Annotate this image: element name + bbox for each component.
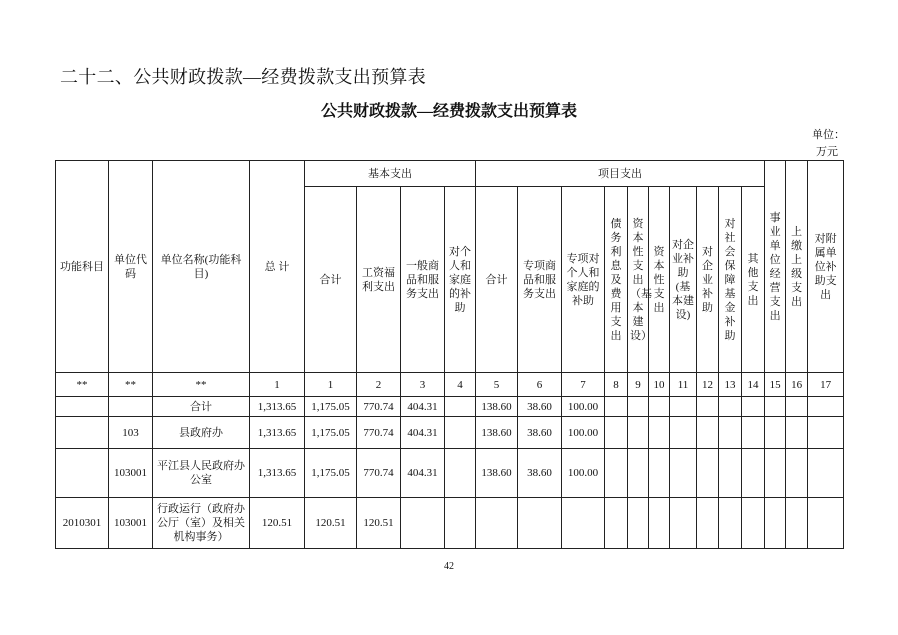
func-subject-cell	[56, 417, 109, 449]
amount-cell	[649, 449, 670, 498]
index-cell: 16	[786, 373, 808, 397]
index-cell: 15	[765, 373, 786, 397]
unit-code-cell	[109, 397, 153, 417]
amount-cell	[697, 449, 719, 498]
unit-name-cell: 合计	[153, 397, 250, 417]
unit-value: 万元	[816, 146, 838, 158]
page-number: 42	[444, 561, 454, 572]
amount-cell	[719, 498, 742, 549]
amount-cell	[742, 397, 765, 417]
amount-cell	[649, 417, 670, 449]
amount-cell	[742, 449, 765, 498]
index-cell: 14	[742, 373, 765, 397]
unit-code-cell: 103001	[109, 449, 153, 498]
header-project-enterprise-construction: 对企业补助(基本建设)	[670, 187, 697, 373]
amount-cell	[697, 498, 719, 549]
amount-cell	[445, 449, 476, 498]
amount-cell: 404.31	[401, 397, 445, 417]
amount-cell	[786, 498, 808, 549]
amount-cell	[605, 397, 628, 417]
index-cell: 10	[649, 373, 670, 397]
amount-cell: 1,175.05	[305, 397, 357, 417]
amount-cell	[518, 498, 562, 549]
amount-cell: 120.51	[305, 498, 357, 549]
header-project-enterprise: 对企业补助	[697, 187, 719, 373]
index-cell: 13	[719, 373, 742, 397]
amount-cell: 1,313.65	[250, 449, 305, 498]
header-total: 总 计	[250, 161, 305, 373]
index-cell: 17	[808, 373, 844, 397]
amount-cell	[697, 417, 719, 449]
table-row	[56, 449, 844, 498]
table-header	[56, 161, 844, 373]
amount-cell	[605, 498, 628, 549]
header-unit-code: 单位代码	[109, 161, 153, 373]
amount-cell	[697, 397, 719, 417]
unit-name-cell: 县政府办	[153, 417, 250, 449]
amount-cell	[628, 417, 649, 449]
amount-cell	[742, 498, 765, 549]
amount-cell	[719, 397, 742, 417]
index-cell: **	[153, 373, 250, 397]
index-cell: 9	[628, 373, 649, 397]
header-project-other: 其他支出	[742, 187, 765, 373]
amount-cell	[765, 449, 786, 498]
amount-cell	[808, 417, 844, 449]
amount-cell: 770.74	[357, 397, 401, 417]
amount-cell	[562, 498, 605, 549]
amount-cell: 1,175.05	[305, 449, 357, 498]
index-cell: 11	[670, 373, 697, 397]
index-row	[56, 373, 844, 397]
unit-code-cell: 103001	[109, 498, 153, 549]
amount-cell	[605, 449, 628, 498]
amount-cell	[476, 498, 518, 549]
index-cell: 8	[605, 373, 628, 397]
amount-cell	[649, 397, 670, 417]
amount-cell	[628, 397, 649, 417]
amount-cell	[670, 449, 697, 498]
index-cell: **	[56, 373, 109, 397]
amount-cell: 38.60	[518, 417, 562, 449]
amount-cell	[808, 397, 844, 417]
table-row	[56, 498, 844, 549]
amount-cell	[445, 417, 476, 449]
index-cell: 1	[305, 373, 357, 397]
amount-cell	[670, 397, 697, 417]
func-subject-cell	[56, 397, 109, 417]
header-business-ops: 事业单位经营支出	[765, 161, 786, 373]
amount-cell	[808, 498, 844, 549]
header-project-capital-construction: 资本性支出（基本建设）	[628, 187, 649, 373]
amount-cell: 404.31	[401, 417, 445, 449]
header-project-group: 项目支出	[476, 161, 765, 187]
amount-cell	[605, 417, 628, 449]
amount-cell	[786, 449, 808, 498]
header-func-subject: 功能科目	[56, 161, 109, 373]
amount-cell	[742, 417, 765, 449]
header-basic-goods-services: 一般商品和服务支出	[401, 187, 445, 373]
amount-cell	[808, 449, 844, 498]
amount-cell	[670, 498, 697, 549]
table-title: 公共财政拨款—经费拨款支出预算表	[320, 103, 577, 120]
amount-cell: 404.31	[401, 449, 445, 498]
amount-cell: 1,313.65	[250, 397, 305, 417]
amount-cell: 120.51	[357, 498, 401, 549]
header-basic-total: 合计	[305, 187, 357, 373]
index-cell: 3	[401, 373, 445, 397]
header-project-goods-services: 专项商品和服务支出	[518, 187, 562, 373]
amount-cell	[628, 498, 649, 549]
table-body	[56, 373, 844, 549]
func-subject-cell	[56, 449, 109, 498]
unit-name-cell: 行政运行（政府办公厅（室）及相关机构事务）	[153, 498, 250, 549]
header-basic-group: 基本支出	[305, 161, 476, 187]
func-subject-cell: 2010301	[56, 498, 109, 549]
amount-cell: 138.60	[476, 417, 518, 449]
header-project-total: 合计	[476, 187, 518, 373]
header-remit-superior: 上缴上级支出	[786, 161, 808, 373]
amount-cell: 138.60	[476, 449, 518, 498]
amount-cell	[719, 449, 742, 498]
index-cell: 4	[445, 373, 476, 397]
amount-cell	[765, 417, 786, 449]
amount-cell	[445, 498, 476, 549]
amount-cell	[445, 397, 476, 417]
amount-cell: 100.00	[562, 449, 605, 498]
budget-table	[55, 160, 844, 549]
amount-cell: 770.74	[357, 417, 401, 449]
amount-cell: 100.00	[562, 397, 605, 417]
unit-name-cell: 平江县人民政府办公室	[153, 449, 250, 498]
index-cell: 6	[518, 373, 562, 397]
index-cell: 1	[250, 373, 305, 397]
amount-cell: 38.60	[518, 397, 562, 417]
amount-cell: 38.60	[518, 449, 562, 498]
amount-cell: 120.51	[250, 498, 305, 549]
amount-cell: 1,175.05	[305, 417, 357, 449]
amount-cell: 100.00	[562, 417, 605, 449]
amount-cell	[786, 417, 808, 449]
header-project-household-subsidy: 专项对个人和家庭的补助	[562, 187, 605, 373]
amount-cell	[401, 498, 445, 549]
amount-cell	[649, 498, 670, 549]
amount-cell	[765, 498, 786, 549]
index-cell: 12	[697, 373, 719, 397]
index-cell: 7	[562, 373, 605, 397]
amount-cell	[670, 417, 697, 449]
header-row-group	[56, 161, 844, 187]
header-project-debt-interest: 债务利息及费用支出	[605, 187, 628, 373]
header-unit-name: 单位名称(功能科目)	[153, 161, 250, 373]
table-row	[56, 417, 844, 449]
section-heading: 二十二、公共财政拨款—经费拨款支出预算表	[60, 67, 426, 87]
index-cell: 5	[476, 373, 518, 397]
unit-label: 单位：	[812, 129, 845, 141]
amount-cell: 138.60	[476, 397, 518, 417]
header-basic-household-subsidy: 对个人和家庭的补助	[445, 187, 476, 373]
amount-cell	[786, 397, 808, 417]
amount-cell	[719, 417, 742, 449]
unit-code-cell: 103	[109, 417, 153, 449]
index-cell: 2	[357, 373, 401, 397]
index-cell: **	[109, 373, 153, 397]
amount-cell	[628, 449, 649, 498]
amount-cell	[765, 397, 786, 417]
table-row	[56, 397, 844, 417]
header-basic-wages: 工资福利支出	[357, 187, 401, 373]
header-project-social-security: 对社会保障基金补助	[719, 187, 742, 373]
amount-cell: 1,313.65	[250, 417, 305, 449]
header-project-capital: 资本性支出	[649, 187, 670, 373]
header-subsidiary: 对附属单位补助支出	[808, 161, 844, 373]
amount-cell: 770.74	[357, 449, 401, 498]
